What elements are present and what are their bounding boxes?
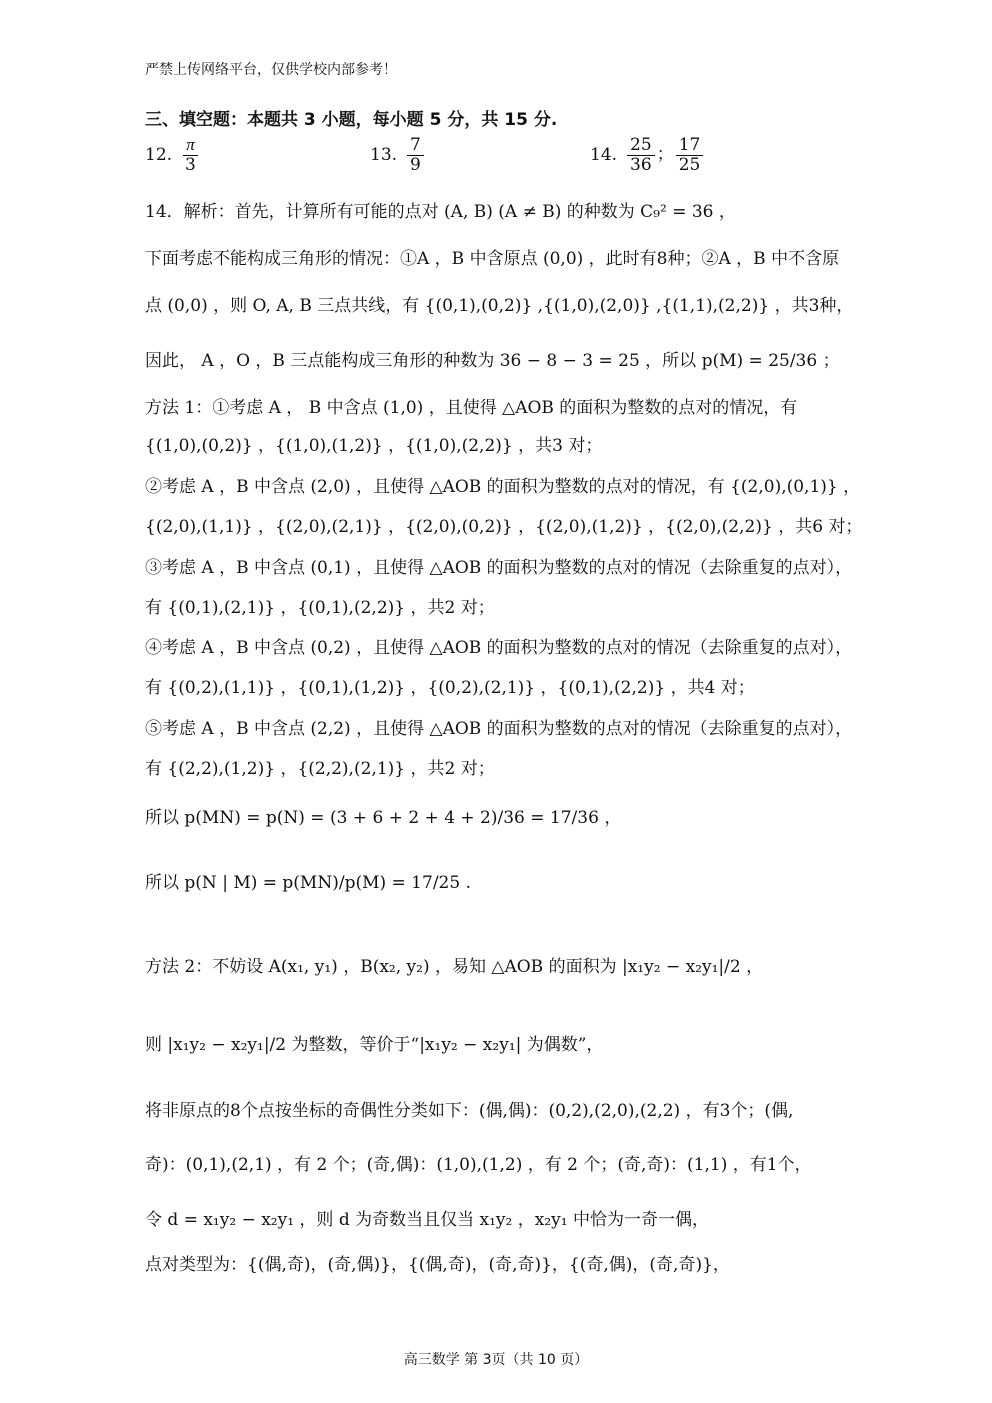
answer-fraction: $\frac{\pi}{3}$ — [185, 135, 196, 175]
text-line: 有 {(0,1),(2,1)} ，{(0,1),(2,2)} ，共2 对； — [145, 598, 495, 618]
text-line: 有 {(2,2),(1,2)} ，{(2,2),(2,1)} ，共2 对； — [145, 759, 495, 779]
text-line: 令 d = x₁y₂ − x₂y₁ ，则 d 为奇数当且仅当 x₁y₂ ，x₂y₁ 中恰为一奇一偶， — [145, 1210, 709, 1230]
answer-13 — [370, 136, 426, 174]
text-line: 则 |x₁y₂ − x₂y₁|/2 为整数，等价于“|x₁y₂ − x₂y₁| 为偶数”， — [145, 1035, 604, 1055]
text-line: 14．解析：首先，计算所有可能的点对 (A, B) (A ≠ B) 的种数为 C₉² = 36 ， — [145, 202, 736, 222]
answer-number: 14. — [590, 145, 618, 166]
text-line: 方法 1：①考虑 A ， B 中含点 (1,0) ，且使得 △AOB 的面积为整数的点对的情况，有 — [145, 398, 798, 418]
text-line: 有 {(0,2),(1,1)} ，{(0,1),(1,2)} ，{(0,2),(2,1)} ，{(0,1),(2,2)} ，共4 对； — [145, 678, 755, 698]
text-line: ②考虑 A ，B 中含点 (2,0) ，且使得 △AOB 的面积为整数的点对的情况，有 {(2,0),(0,1)} ， — [145, 477, 861, 497]
answer-12 — [145, 136, 201, 174]
text-line: {(1,0),(0,2)} ，{(1,0),(1,2)} ，{(1,0),(2,2)} ，共3 对； — [145, 436, 603, 456]
answer-number: 13. — [370, 145, 398, 166]
text-line: 所以 p(MN) = p(N) = (3 + 6 + 2 + 4 + 2)/36 = 17/36 ， — [145, 808, 622, 828]
answer-fraction: $\frac{7}{9}$ — [407, 136, 424, 174]
text-line: 下面考虑不能构成三角形的情况：①A ，B 中含原点 (0,0) ，此时有8种；②A ，B 中不含原 — [145, 249, 840, 269]
text-line: ④考虑 A ，B 中含点 (0,2) ，且使得 △AOB 的面积为整数的点对的情况（去除重复的点对）， — [145, 638, 853, 658]
text-line: ③考虑 A ，B 中含点 (0,1) ，且使得 △AOB 的面积为整数的点对的情况（去除重复的点对）， — [145, 558, 853, 578]
text-line: 方法 2：不妨设 A(x₁, y₁) ，B(x₂, y₂) ，易知 △AOB 的面积为 |x₁y₂ − x₂y₁|/2 ， — [145, 957, 764, 977]
answer-fraction-2: $\frac{17}{25}$ — [676, 136, 704, 174]
text-line: 奇)：(0,1),(2,1) ，有 2 个；(奇,偶)：(1,0),(1,2) ，有 2 个；(奇,奇)：(1,1) ，有1个， — [145, 1155, 812, 1175]
text-line: 所以 p(N | M) = p(MN)/p(M) = 17/25 . — [145, 873, 471, 893]
text-line: ⑤考虑 A ，B 中含点 (2,2) ，且使得 △AOB 的面积为整数的点对的情况（去除重复的点对）， — [145, 719, 853, 739]
text-line: 点 (0,0) ，则 O, A, B 三点共线，有 {(0,1),(0,2)} ,{(1,0),(2,0)} ,{(1,1),(2,2)} ，共3种， — [145, 296, 854, 316]
text-line: 因此， A ，O ，B 三点能构成三角形的种数为 36 − 8 − 3 = 25 ，所以 p(M) = 25/36 ； — [145, 351, 840, 371]
text-line: {(2,0),(1,1)} ，{(2,0),(2,1)} ，{(2,0),(0,2)} ，{(2,0),(1,2)} ，{(2,0),(2,2)} ，共6 对； — [145, 517, 863, 537]
section-title: 三、填空题：本题共 3 小题，每小题 5 分，共 15 分. — [145, 110, 558, 130]
answer-separator: ； — [656, 144, 674, 165]
text-line: 将非原点的8个点按坐标的奇偶性分类如下：(偶,偶)：(0,2),(2,0),(2,2) ，有3个；(偶, — [145, 1101, 794, 1121]
answer-number: 12. — [145, 145, 173, 166]
answer-fraction: $\frac{25}{36}$ — [627, 136, 655, 174]
header-note: 严禁上传网络平台，仅供学校内部参考！ — [145, 62, 397, 78]
page-footer: 高三数学 第 3页（共 10 页） — [403, 1352, 589, 1368]
answer-14 — [590, 136, 705, 174]
text-line: 点对类型为：{(偶,奇)，(奇,偶)}，{(偶,奇)，(奇,奇)}，{(奇,偶)，(奇,奇)}， — [145, 1255, 730, 1275]
